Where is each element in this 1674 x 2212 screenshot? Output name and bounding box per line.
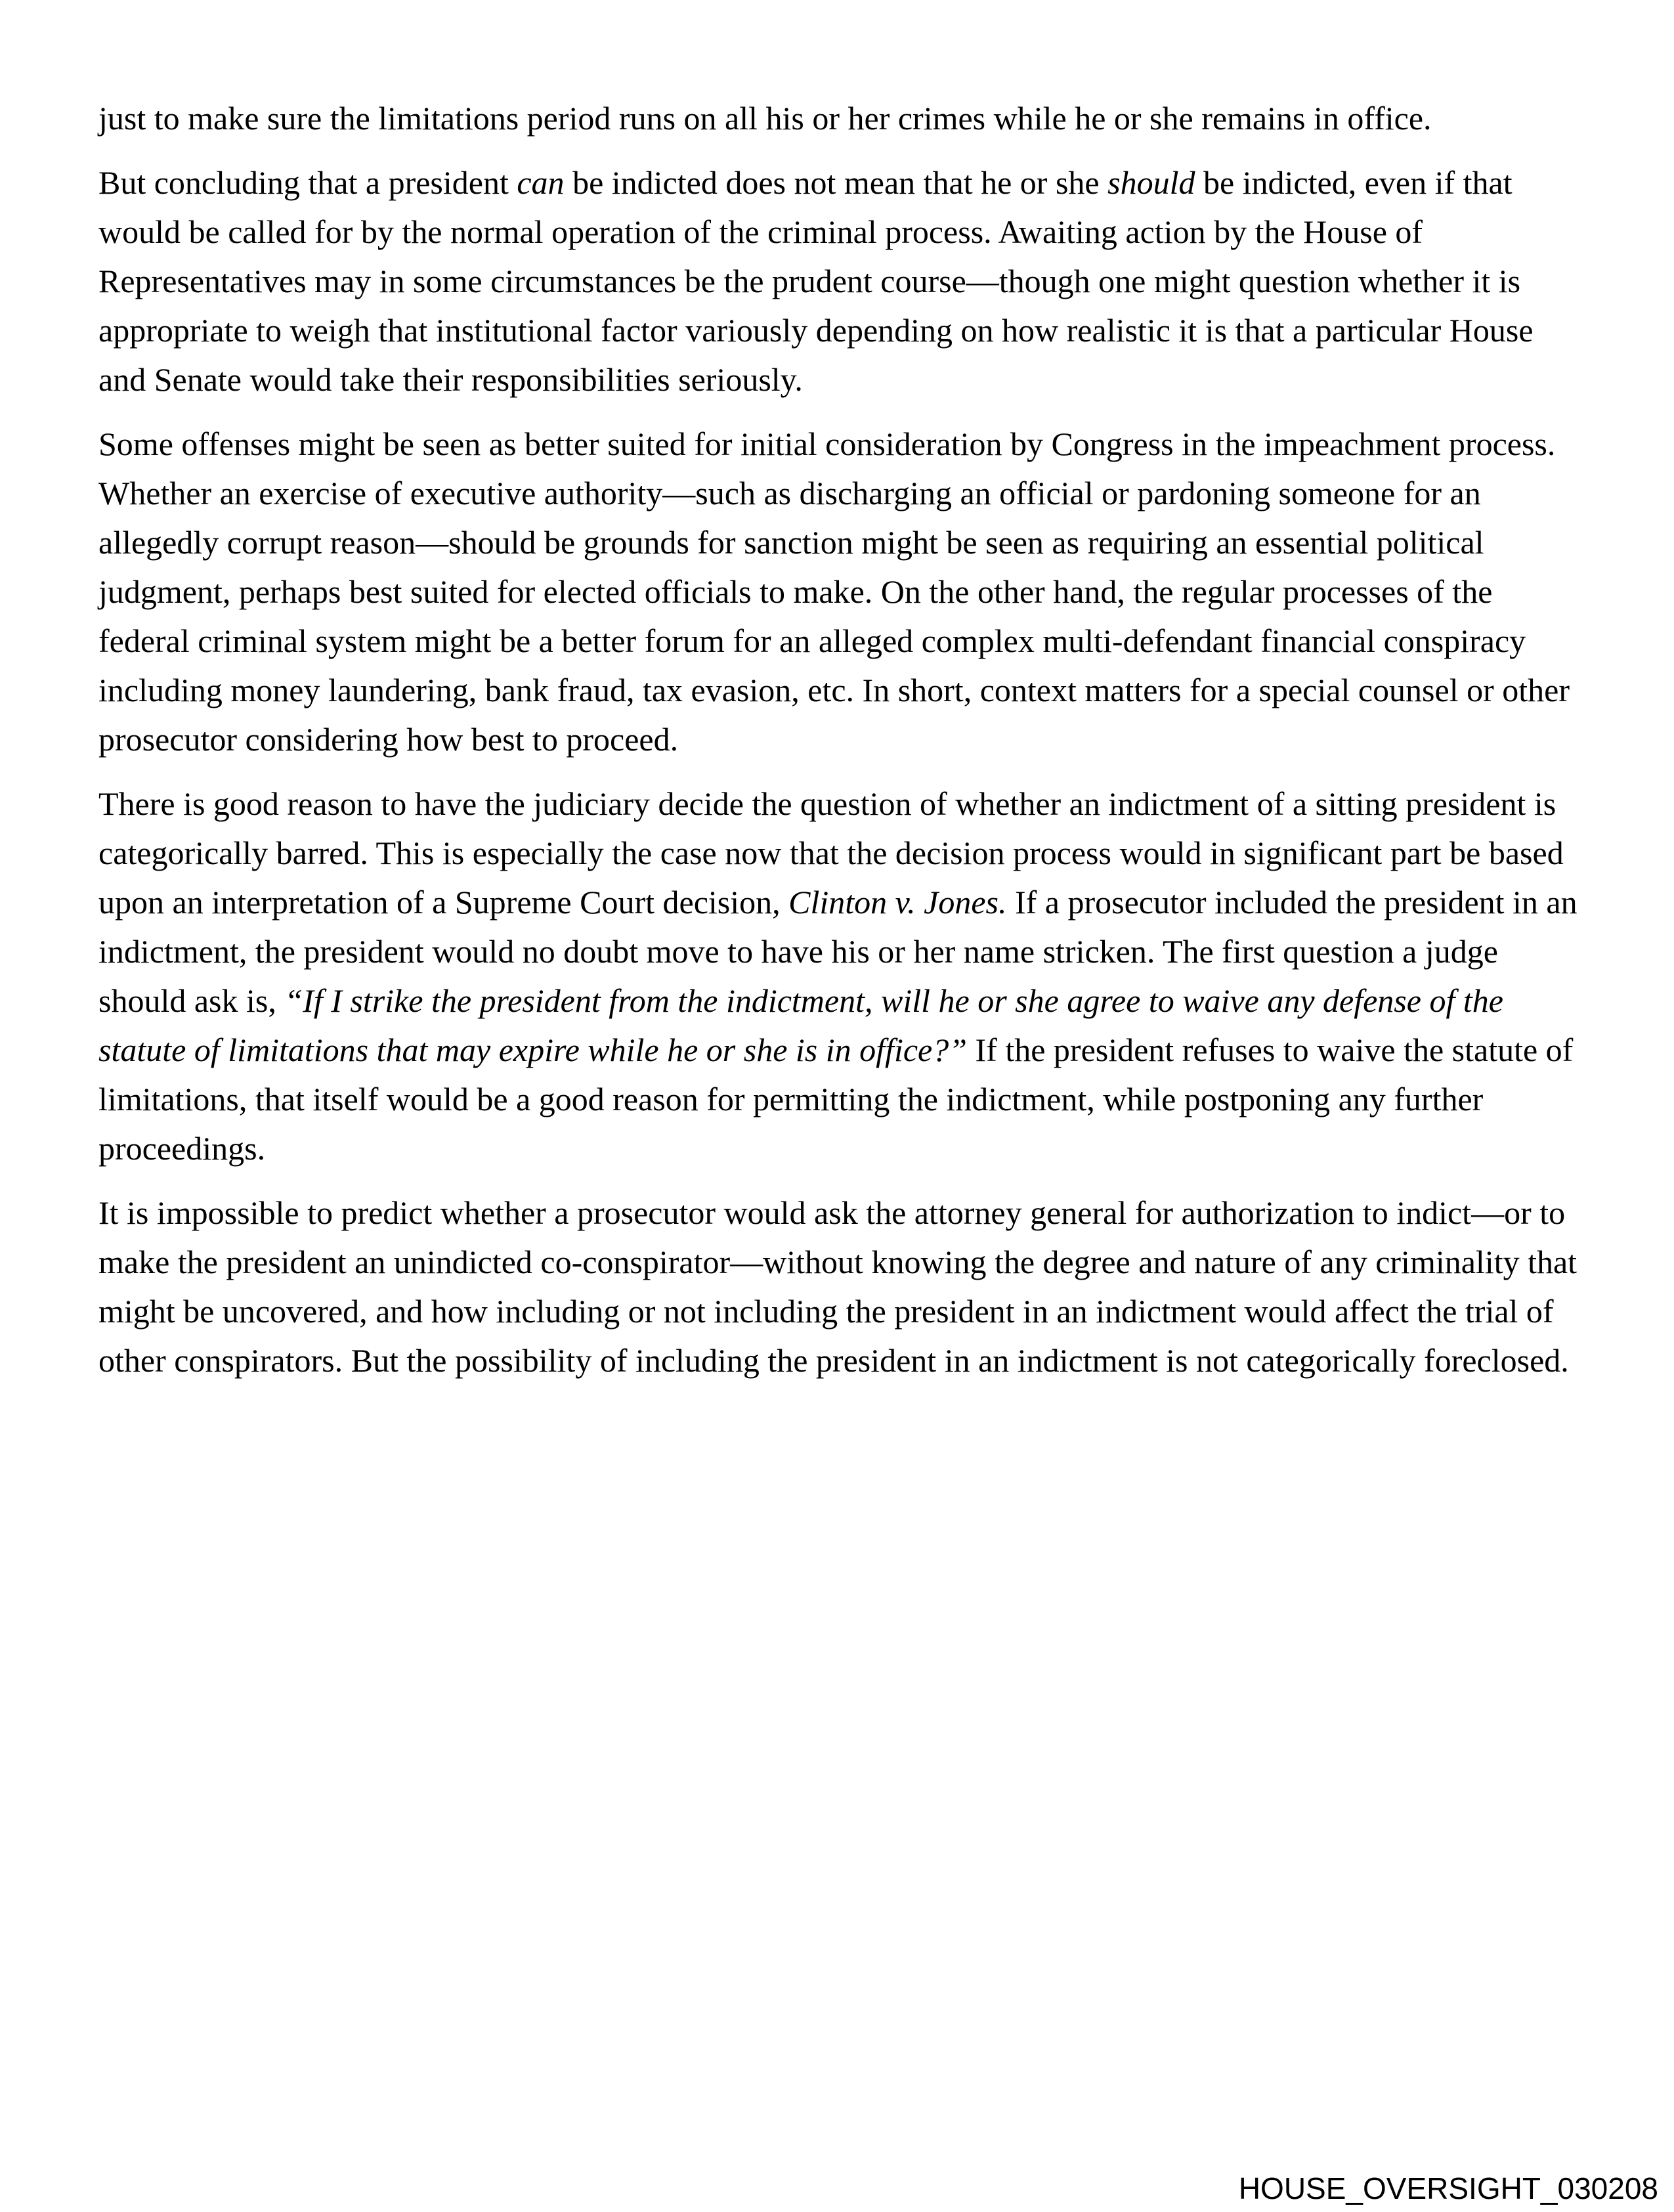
- paragraph: [98, 420, 1581, 764]
- paragraph: [98, 158, 1581, 404]
- document-body: [98, 94, 1581, 1385]
- text-run: be indicted, even if that would be called for by the normal operation of the criminal process. Awaiting action by the House of Representatives may in some circumstances be the prudent course—though one might question whether it is appropriate to weigh that institutional factor variously depending on how realistic it is that a particular House and Senate would take their responsibilities seriously.: [98, 164, 1534, 398]
- paragraph: [98, 1188, 1581, 1385]
- italic-text-run: can: [517, 164, 565, 201]
- text-run: just to make sure the limitations period runs on all his or her crimes while he or she remains in office.: [98, 100, 1432, 137]
- text-run: be indicted does not mean that he or she: [564, 164, 1108, 201]
- italic-text-run: “If I strike the president from the indictment, will he or she agree to waive any defense of the statute of limitations that may expire while he or she is in office?”: [98, 982, 1503, 1068]
- paragraph: [98, 94, 1581, 143]
- text-run: It is impossible to predict whether a prosecutor would ask the attorney general for authorization to indict—or to make the president an unindicted co-conspirator—without knowing the degree and nature of any criminality that might be uncovered, and how including or not including the president in an indictment would affect the trial of other conspirators. But the possibility of including the president in an indictment is not categorically foreclosed.: [98, 1194, 1577, 1379]
- paragraph: [98, 779, 1581, 1173]
- text-run: There is good reason to have the judiciary decide the question of whether an indictment of a sitting president is categorically barred. This is especially the case now that the decision process would in significant part be based upon an interpretation of a Supreme Court decision,: [98, 785, 1564, 921]
- text-run: If the president refuses to waive the statute of limitations, that itself would be a good reason for permitting the indictment, while postponing any further proceedings.: [98, 1031, 1574, 1167]
- italic-text-run: should: [1107, 164, 1195, 201]
- text-run: But concluding that a president: [98, 164, 517, 201]
- italic-text-run: Clinton v. Jones.: [788, 884, 1007, 921]
- text-run: If a prosecutor included the president in an indictment, the president would no doubt move to have his or her name stricken. The first question a judge should ask is,: [98, 884, 1577, 1019]
- text-run: Some offenses might be seen as better suited for initial consideration by Congress in the impeachment process. Whether an exercise of executive authority—such as discharging an official or pardoning someone for an allegedly corrupt reason—should be grounds for sanction might be seen as requiring an essential political judgment, perhaps best suited for elected officials to make. On the other hand, the regular processes of the federal criminal system might be a better forum for an alleged complex multi-defendant financial conspiracy including money laundering, bank fraud, tax evasion, etc. In short, context matters for a special counsel or other prosecutor considering how best to proceed.: [98, 425, 1570, 758]
- bates-number: HOUSE_OVERSIGHT_030208: [1238, 2171, 1658, 2205]
